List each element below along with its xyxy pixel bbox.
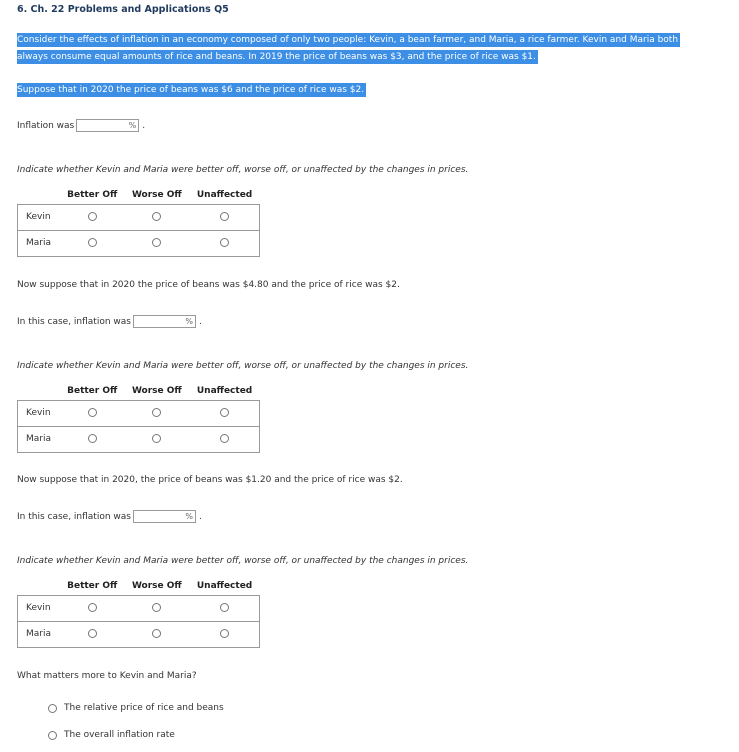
row-label-maria: Maria: [18, 621, 61, 647]
header-better-off: Better Off: [67, 581, 118, 592]
percent-sign: %: [185, 317, 193, 326]
maria-unaffected-radio[interactable]: [220, 434, 229, 443]
q2-scenario: Now suppose that in 2020 the price of beans was $4.80 and the price of rice was $2.: [17, 280, 400, 290]
scenario-1-text: Suppose that in 2020 the price of beans was $6 and the price of rice was $2.: [17, 85, 365, 95]
table-row: [18, 621, 260, 647]
q4-question: What matters more to Kevin and Maria?: [17, 671, 197, 681]
header-worse-off: Worse Off: [131, 386, 182, 397]
maria-better-off-radio[interactable]: [88, 629, 97, 638]
kevin-unaffected-radio[interactable]: [220, 603, 229, 612]
period: .: [198, 511, 202, 522]
kevin-worse-off-radio[interactable]: [152, 603, 161, 612]
q3-inflation-input[interactable]: [133, 510, 196, 523]
table-row: [18, 400, 260, 426]
option-label: The overall inflation rate: [64, 730, 175, 740]
header-worse-off: Worse Off: [131, 190, 182, 201]
q3-inflation-label: In this case, inflation was: [17, 511, 131, 522]
q1-effects-table: [17, 187, 260, 257]
q1-inflation-label: Inflation was: [17, 120, 75, 131]
maria-unaffected-radio[interactable]: [220, 629, 229, 638]
period: .: [198, 316, 202, 327]
kevin-worse-off-radio[interactable]: [152, 408, 161, 417]
q3-instruction: Indicate whether Kevin and Maria were better off, worse off, or unaffected by the changes in prices.: [17, 556, 469, 566]
maria-worse-off-radio[interactable]: [152, 629, 161, 638]
q2-inflation-label: In this case, inflation was: [17, 316, 131, 327]
percent-sign: %: [185, 512, 193, 521]
header-unaffected: Unaffected: [196, 581, 253, 592]
percent-sign: %: [128, 121, 137, 130]
q1-inflation-row: [17, 119, 145, 132]
header-better-off: Better Off: [67, 386, 118, 397]
relative-price-radio[interactable]: [48, 704, 57, 713]
intro-line-2: always consume equal amounts of rice and beans. In 2019 the price of beans was $3, and the price of rice was $1.: [17, 52, 536, 62]
header-better-off: Better Off: [67, 190, 118, 201]
row-label-kevin: Kevin: [18, 204, 61, 230]
header-worse-off: Worse Off: [131, 581, 182, 592]
q3-inflation-row: [17, 510, 202, 523]
kevin-better-off-radio[interactable]: [88, 408, 97, 417]
maria-worse-off-radio[interactable]: [152, 434, 161, 443]
option-label: The relative price of rice and beans: [64, 703, 224, 713]
table-row: [18, 426, 260, 452]
q3-scenario: Now suppose that in 2020, the price of beans was $1.20 and the price of rice was $2.: [17, 475, 403, 485]
maria-better-off-radio[interactable]: [88, 238, 97, 247]
row-label-maria: Maria: [18, 230, 61, 256]
q2-instruction: Indicate whether Kevin and Maria were better off, worse off, or unaffected by the changes in prices.: [17, 361, 469, 371]
question-title: 6. Ch. 22 Problems and Applications Q5: [17, 4, 229, 15]
kevin-unaffected-radio[interactable]: [220, 212, 229, 221]
period: .: [142, 120, 146, 131]
maria-better-off-radio[interactable]: [88, 434, 97, 443]
kevin-worse-off-radio[interactable]: [152, 212, 161, 221]
q3-effects-table: [17, 578, 260, 648]
row-label-kevin: Kevin: [18, 400, 61, 426]
q4-option-overall-inflation[interactable]: [48, 730, 175, 740]
q4-option-relative-price[interactable]: [48, 703, 224, 713]
table-row: [18, 595, 260, 621]
table-row: [18, 230, 260, 256]
q2-inflation-row: [17, 315, 202, 328]
overall-inflation-radio[interactable]: [48, 731, 57, 740]
intro-line-1: Consider the effects of inflation in an economy composed of only two people: Kevin, a bean farmer, and Maria, a rice farmer. Kevin and Maria both: [17, 35, 679, 45]
kevin-unaffected-radio[interactable]: [220, 408, 229, 417]
header-unaffected: Unaffected: [196, 190, 253, 201]
q1-instruction: Indicate whether Kevin and Maria were better off, worse off, or unaffected by the changes in prices.: [17, 165, 469, 175]
maria-unaffected-radio[interactable]: [220, 238, 229, 247]
row-label-kevin: Kevin: [18, 595, 61, 621]
table-row: [18, 204, 260, 230]
maria-worse-off-radio[interactable]: [152, 238, 161, 247]
header-unaffected: Unaffected: [196, 386, 253, 397]
row-label-maria: Maria: [18, 426, 61, 452]
q2-effects-table: [17, 383, 260, 453]
q1-inflation-input[interactable]: [76, 119, 139, 132]
kevin-better-off-radio[interactable]: [88, 603, 97, 612]
q2-inflation-input[interactable]: [133, 315, 196, 328]
kevin-better-off-radio[interactable]: [88, 212, 97, 221]
